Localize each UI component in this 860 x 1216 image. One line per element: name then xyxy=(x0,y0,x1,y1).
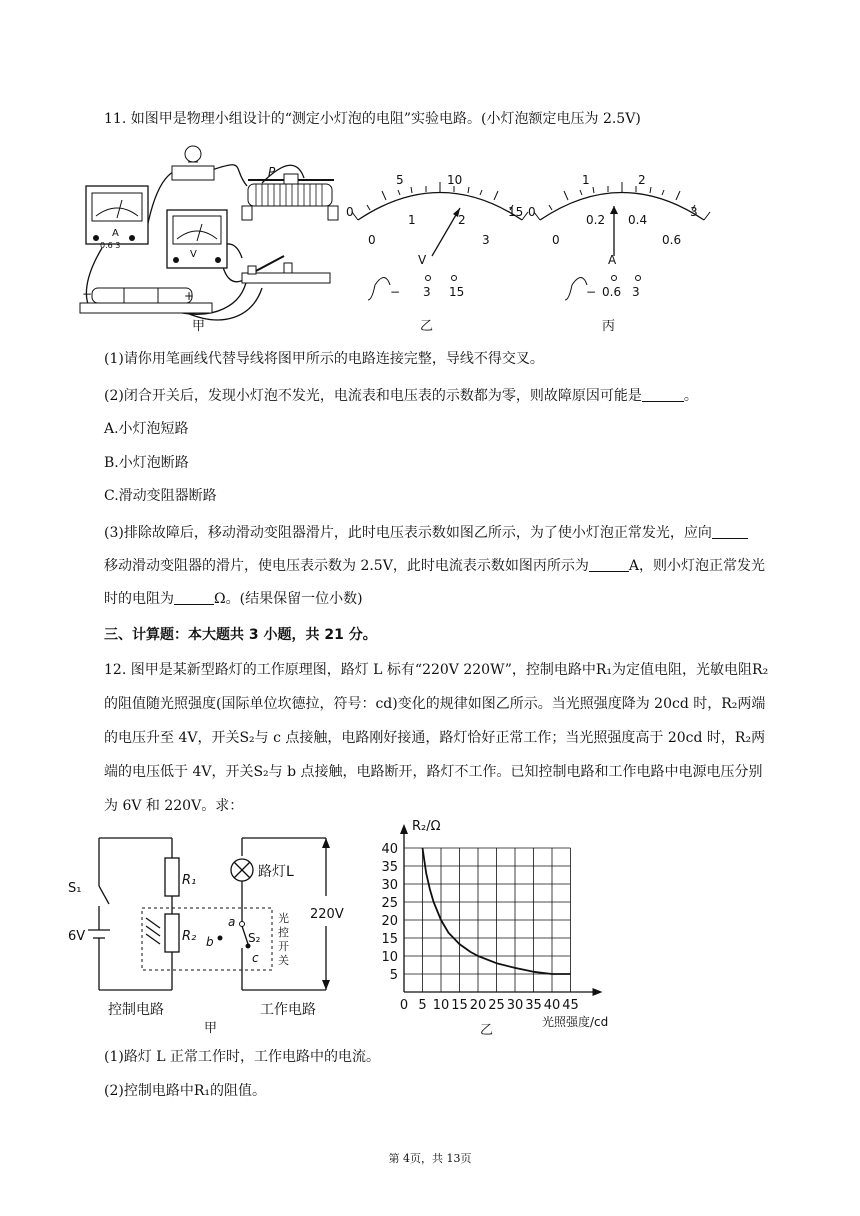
x-tick-label: 25 xyxy=(488,998,505,1013)
x-axis-arrow xyxy=(593,988,603,996)
v-top-15: 15 xyxy=(508,205,524,219)
answer-blank[interactable] xyxy=(712,524,748,539)
svg-text:路灯L: 路灯L xyxy=(258,864,294,880)
fig-bing-label: 丙 xyxy=(602,319,616,334)
voltmeter-device xyxy=(167,210,227,268)
control-circuit-label: 控制电路 xyxy=(108,1002,164,1018)
a-bot-1: 0.2 xyxy=(586,213,606,227)
svg-text:−: − xyxy=(586,285,597,299)
bulb-device xyxy=(172,146,214,180)
q12-line4: 端的电压低于 4V，开关S₂与 b 点接触，电路断开，路灯不工作。已知控制电路和工作电路中电源电压分别 xyxy=(104,764,763,780)
q11-part3-line2: 移动滑动变阻器的滑片，使电压表示数为 2.5V，此时电流表示数如图丙所示为 A，则小灯泡正常发光 xyxy=(104,558,765,574)
chart-fig-label: 乙 xyxy=(480,1023,494,1038)
fig-jia-label-2: 甲 xyxy=(204,1021,218,1036)
ammeter-dial-figure xyxy=(522,160,722,340)
svg-text:S₂: S₂ xyxy=(248,931,261,945)
x-tick-label: 20 xyxy=(469,998,487,1013)
chart-xlabel: 光照强度/cd xyxy=(542,1015,609,1029)
q11-part1: (1)请你用笔画线代替导线将图甲所示的电路连接完整，导线不得交叉。 xyxy=(104,351,544,367)
switch-device xyxy=(242,256,330,283)
q11-apparatus-figure xyxy=(72,138,372,338)
chart-ylabel: R₂/Ω xyxy=(412,819,441,834)
x-tick-label: 40 xyxy=(543,998,561,1013)
y-tick-label: 15 xyxy=(381,932,398,947)
option-b: B.小灯泡断路 xyxy=(104,455,189,471)
y-tick-label: 30 xyxy=(381,878,398,893)
x-tick-label: 35 xyxy=(525,998,542,1013)
svg-text:关: 关 xyxy=(278,954,289,967)
x-tick-label: 30 xyxy=(506,998,524,1013)
a-top-1: 1 xyxy=(582,173,590,187)
q12-part2: (2)控制电路中R₁的阻值。 xyxy=(104,1083,266,1099)
q12-line2: 的阻值随光照强度(国际单位坎德拉，符号：cd)变化的规律如图乙所示。当光照强度降为 20cd 时，R₂两端 xyxy=(104,696,766,712)
ammeter-symbol: A xyxy=(608,253,617,267)
v-top-10: 10 xyxy=(447,173,463,187)
svg-text:c: c xyxy=(252,951,259,965)
svg-text:R₁: R₁ xyxy=(182,873,197,888)
svg-text:−: − xyxy=(82,287,93,301)
svg-text:0.6 3: 0.6 3 xyxy=(100,241,121,250)
circuit-diagram xyxy=(64,826,364,1036)
y-tick-label: 25 xyxy=(381,896,398,911)
svg-text:0.6: 0.6 xyxy=(602,285,622,299)
q11-part3-line1: (3)排除故障后，移动滑动变阻器滑片，此时电压表示数如图乙所示，为了使小灯泡正常发光，应向 xyxy=(104,522,748,542)
rheostat-device xyxy=(242,165,338,220)
r2-vs-light-chart xyxy=(372,816,662,1038)
svg-text:P: P xyxy=(268,165,276,179)
q11-title: 11. 如图甲是物理小组设计的“测定小灯泡的电阻”实验电路。(小灯泡额定电压为 2.5V) xyxy=(104,111,641,127)
q12-line1: 12. 图甲是某新型路灯的工作原理图，路灯 L 标有“220V 220W”，控制电路中R₁为定值电阻，光敏电阻R₂ xyxy=(104,662,769,678)
a-top-0: 0 xyxy=(528,205,536,219)
q11-part3-line3: 时的电阻为 Ω。(结果保留一位小数) xyxy=(104,591,363,607)
svg-text:S₁: S₁ xyxy=(68,881,82,896)
option-c: C.滑动变阻器断路 xyxy=(104,488,217,504)
svg-text:控: 控 xyxy=(278,926,289,939)
y-tick-label: 10 xyxy=(381,950,398,965)
y-tick-label: 35 xyxy=(381,860,398,875)
voltmeter-dial-figure xyxy=(340,160,540,340)
y-tick-label: 5 xyxy=(389,968,398,983)
svg-text:+: + xyxy=(184,289,195,303)
v-bot-3: 3 xyxy=(482,233,490,247)
y-tick-label: 40 xyxy=(381,842,398,857)
ammeter-device xyxy=(86,186,148,250)
a-top-2: 2 xyxy=(638,173,646,187)
work-circuit-label: 工作电路 xyxy=(260,1002,316,1018)
voltmeter-symbol: V xyxy=(418,253,427,267)
option-a: A.小灯泡短路 xyxy=(104,421,189,437)
y-axis-arrow xyxy=(400,824,408,834)
v-bot-1: 1 xyxy=(408,213,416,227)
page-footer: 第 4页，共 13页 xyxy=(388,1152,472,1165)
q12-part1: (1)路灯 L 正常工作时，工作电路中的电流。 xyxy=(104,1049,381,1065)
v-top-0: 0 xyxy=(346,205,354,219)
x-tick-label: 5 xyxy=(418,998,427,1013)
svg-text:6V: 6V xyxy=(68,929,86,944)
x-tick-label: 45 xyxy=(562,998,579,1013)
x-tick-label: 15 xyxy=(451,998,468,1013)
svg-text:15: 15 xyxy=(449,285,465,299)
v-bot-2: 2 xyxy=(458,213,466,227)
q12-line3: 的电压升至 4V，开关S₂与 c 点接触，电路刚好接通，路灯恰好正常工作；当光照强度高于 20cd 时，R₂两 xyxy=(104,730,766,746)
a-bot-2: 0.4 xyxy=(628,213,648,227)
svg-text:220V: 220V xyxy=(310,907,344,922)
v-bot-0: 0 xyxy=(368,233,376,247)
a-bot-3: 0.6 xyxy=(662,233,682,247)
answer-blank[interactable] xyxy=(589,557,629,572)
q11-part2: (2)闭合开关后，发现小灯泡不发光，电流表和电压表的示数都为零，则故障原因可能是 。 xyxy=(104,388,698,404)
fig-yi-label: 乙 xyxy=(420,319,434,334)
svg-text:R₂: R₂ xyxy=(182,929,197,944)
svg-text:A: A xyxy=(112,228,119,239)
x-tick-label: 10 xyxy=(432,998,450,1013)
a-bot-0: 0 xyxy=(552,233,560,247)
x-tick-label: 0 xyxy=(399,998,409,1013)
q12-line5: 为 6V 和 220V。求： xyxy=(104,798,244,814)
svg-text:−: − xyxy=(390,285,401,299)
svg-text:光: 光 xyxy=(278,912,289,925)
svg-text:b: b xyxy=(206,935,214,949)
svg-text:开: 开 xyxy=(278,940,289,953)
y-tick-label: 20 xyxy=(381,914,398,929)
battery-device xyxy=(80,287,212,313)
fig-jia-label: 甲 xyxy=(192,319,206,334)
answer-blank[interactable] xyxy=(642,387,684,402)
answer-blank[interactable] xyxy=(174,590,214,605)
v-top-5: 5 xyxy=(396,173,404,187)
svg-text:3: 3 xyxy=(632,285,640,299)
section-heading: 三、计算题：本大题共 3 小题，共 21 分。 xyxy=(104,627,377,643)
svg-text:V: V xyxy=(190,249,197,260)
svg-text:a: a xyxy=(228,915,236,929)
a-top-3: 3 xyxy=(690,205,698,219)
svg-text:3: 3 xyxy=(423,285,431,299)
